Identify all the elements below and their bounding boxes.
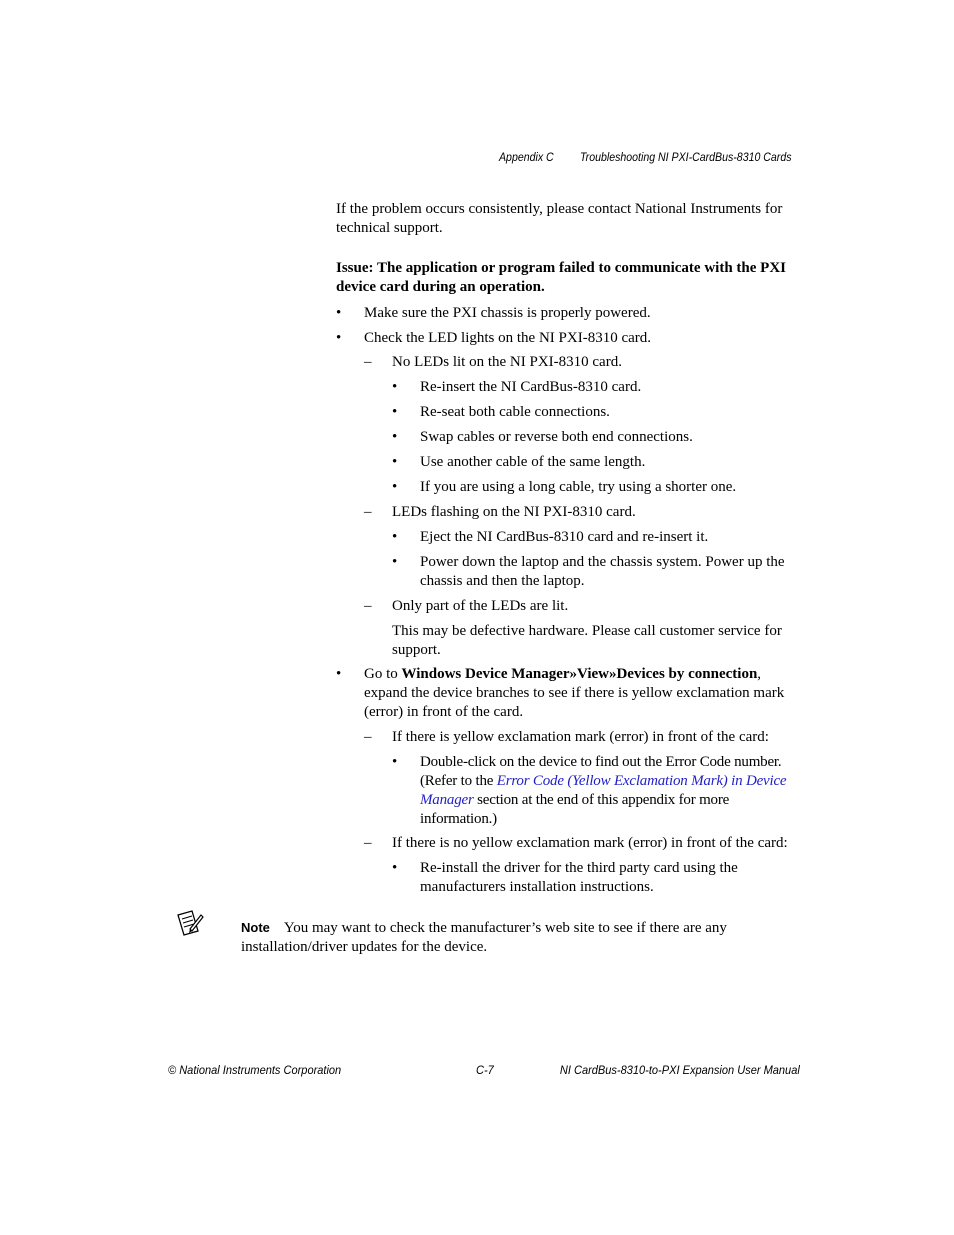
bullet-marker: • — [392, 379, 398, 395]
step-item: Re-insert the NI CardBus-8310 card. — [420, 379, 642, 395]
sub-item-no-leds: No LEDs lit on the NI PXI-8310 card. — [392, 354, 622, 370]
step-item: Swap cables or reverse both end connections. — [420, 429, 693, 445]
dash-marker: – — [364, 835, 372, 851]
footer-copyright: © National Instruments Corporation — [168, 1063, 342, 1077]
dash-marker: – — [364, 729, 372, 745]
doubleclick-suffix: section at the end of this appendix for more information.) — [420, 792, 730, 827]
sub-item-if-no-yellow: If there is no yellow exclamation mark (error) in front of the card: — [392, 835, 788, 851]
header-title: Troubleshooting NI PXI-CardBus-8310 Cards — [580, 152, 792, 164]
note-pad-icon — [174, 909, 204, 937]
sub-item-partial: Only part of the LEDs are lit. — [392, 598, 569, 614]
bullet-marker: • — [392, 429, 398, 445]
bullet-marker: • — [392, 454, 398, 470]
bullet-marker: • — [392, 554, 398, 570]
dash-marker: – — [364, 354, 372, 370]
step-item-reinstall: Re-install the driver for the third party card using the manufacturers installation instructions. — [420, 860, 738, 895]
step-item: Eject the NI CardBus-8310 card and re-insert it. — [420, 529, 709, 545]
error-code-link[interactable]: Error Code (Yellow Exclamation Mark) in Device Manager — [420, 773, 787, 808]
bullet-marker: • — [392, 529, 398, 545]
header-appendix: Appendix C — [499, 152, 554, 164]
step-item: If you are using a long cable, try using a shorter one. — [420, 479, 737, 495]
list-item-device-manager — [364, 665, 804, 722]
bullet-marker: • — [392, 860, 398, 876]
footer-page-number: C-7 — [476, 1063, 494, 1077]
sub-item-flashing: LEDs flashing on the NI PXI-8310 card. — [392, 504, 636, 520]
list-item-leds: Check the LED lights on the NI PXI-8310 card. — [364, 330, 652, 346]
step-item-doubleclick — [420, 753, 804, 829]
partial-note: This may be defective hardware. Please call customer service for support. — [392, 623, 782, 658]
note-block — [241, 918, 761, 957]
step-item: Re-seat both cable connections. — [420, 404, 610, 420]
goto-suffix: , expand the device branches to see if there is yellow exclamation mark (error) in front of the card. — [364, 666, 785, 720]
bullet-marker: • — [392, 479, 398, 495]
menu-path: Windows Device Manager»View»Devices by connection — [401, 666, 758, 682]
bullet-marker: • — [392, 754, 398, 770]
note-text: You may want to check the manufacturer’s web site to see if there are any installation/driver updates for the device. — [241, 920, 727, 955]
bullet-marker: • — [392, 404, 398, 420]
goto-prefix: Go to — [364, 666, 402, 682]
step-item: Use another cable of the same length. — [420, 454, 646, 470]
issue-heading: Issue: The application or program failed to communicate with the PXI device card during an operation. — [336, 260, 786, 295]
bullet-marker: • — [336, 305, 342, 321]
intro-paragraph: If the problem occurs consistently, please contact National Instruments for technical support. — [336, 201, 783, 236]
step-item: Power down the laptop and the chassis system. Power up the chassis and then the laptop. — [420, 554, 785, 589]
sub-item-if-yellow: If there is yellow exclamation mark (error) in front of the card: — [392, 729, 769, 745]
doubleclick-prefix: Double-click on the device to find out the Error Code number. (Refer to the — [420, 754, 782, 789]
bullet-marker: • — [336, 666, 342, 682]
dash-marker: – — [364, 504, 372, 520]
note-label: Note — [241, 920, 270, 935]
bullet-marker: • — [336, 330, 342, 346]
footer-manual-title: NI CardBus-8310-to-PXI Expansion User Manual — [560, 1063, 800, 1077]
list-item-power: Make sure the PXI chassis is properly powered. — [364, 305, 651, 321]
dash-marker: – — [364, 598, 372, 614]
